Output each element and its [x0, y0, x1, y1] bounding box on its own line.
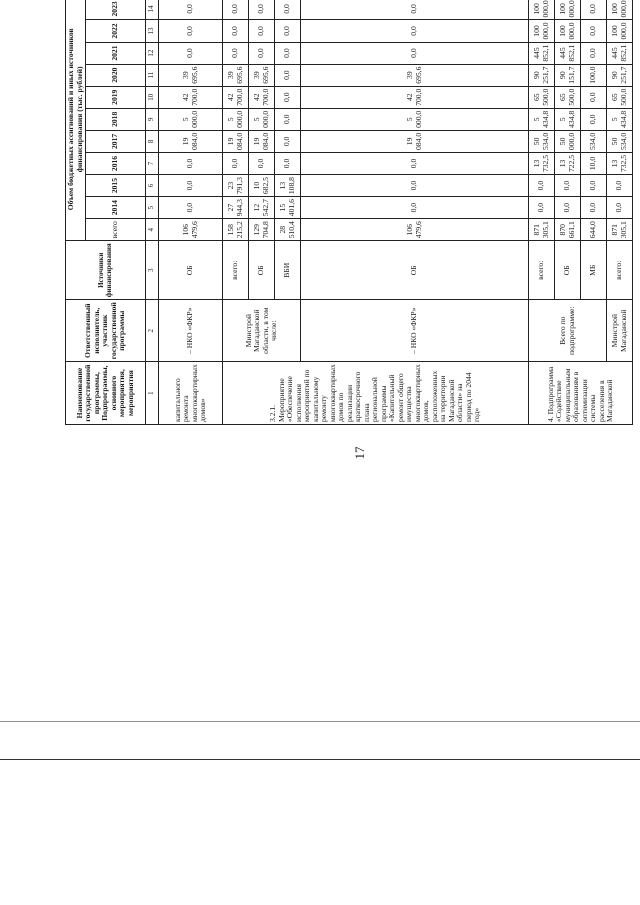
cell: 5 000,0: [159, 108, 223, 130]
cell: 100 000,0: [529, 20, 555, 42]
cell: 65 500,0: [607, 86, 633, 108]
cell: 0,0: [275, 0, 301, 20]
cell: 0,0: [275, 20, 301, 42]
cell: 39 695,6: [223, 64, 249, 86]
cell: 39 695,6: [301, 64, 529, 86]
cell: 445 852,1: [529, 42, 555, 64]
cell: 100 000,0: [555, 0, 581, 20]
year-header: 2016: [86, 152, 146, 174]
col-index: 8: [146, 130, 159, 152]
cell: 39 695,6: [249, 64, 275, 86]
cell: 0,0: [223, 0, 249, 20]
scan-line: [0, 721, 640, 722]
cell: 39 695,6: [159, 64, 223, 86]
funding-header: Объем бюджетных ассигнований и иных источников финансирования (тыс. рублей): [66, 0, 86, 241]
cell: 0,0: [159, 197, 223, 219]
cell: 0,0: [529, 197, 555, 219]
cell: 42 700,0: [159, 86, 223, 108]
cell: 106 479,6: [301, 219, 529, 241]
col-index: 14: [146, 0, 159, 20]
row-source: МБ: [581, 241, 607, 300]
cell: 65 500,0: [529, 86, 555, 108]
col-index: 12: [146, 42, 159, 64]
table-row: [223, 0, 249, 425]
cell: 5 434,8: [607, 108, 633, 130]
cell: 0,0: [581, 42, 607, 64]
row-executor: – НКО «ФКР»: [159, 300, 223, 362]
column-index-row: [146, 0, 159, 425]
year-header: 2014: [86, 197, 146, 219]
cell: 13 732,5: [529, 152, 555, 174]
cell: 90 251,7: [529, 64, 555, 86]
row-executor: Минстрой Магаданской области, в том числе:: [223, 300, 301, 362]
cell: 13 108,8: [275, 175, 301, 197]
cell: 129 704,8: [249, 219, 275, 241]
cell: 0,0: [607, 197, 633, 219]
cell: 15 401,6: [275, 197, 301, 219]
cell: 0,0: [555, 197, 581, 219]
cell: 0,0: [275, 130, 301, 152]
cell: 90 151,7: [555, 64, 581, 86]
cell: 19 084,0: [301, 130, 529, 152]
cell: 0,0: [159, 20, 223, 42]
cell: 100 000,0: [607, 0, 633, 20]
cell: 12 542,7: [249, 197, 275, 219]
cell: 19 084,0: [249, 130, 275, 152]
cell: 644,0: [581, 219, 607, 241]
col-index: 9: [146, 108, 159, 130]
table-row: [301, 0, 529, 425]
row-name: капитального ремонта многоквартирных домов»: [159, 362, 223, 425]
cell: 0,0: [301, 197, 529, 219]
cell: 5 000,0: [301, 108, 529, 130]
row-executor: Минстрой Магаданской: [607, 300, 633, 362]
cell: 5 434,8: [555, 108, 581, 130]
cell: 0,0: [275, 64, 301, 86]
cell: 27 944,3: [223, 197, 249, 219]
cell: 0,0: [301, 152, 529, 174]
cell: 0,0: [275, 86, 301, 108]
cell: 50 534,0: [607, 130, 633, 152]
col-index: 2: [146, 300, 159, 362]
cell: 23 791,3: [223, 175, 249, 197]
cell: 10,0: [581, 152, 607, 174]
name-header: Наименование государственной программы, Подпрограммы, основного мероприятия, мероприятия: [66, 362, 146, 425]
cell: 0,0: [159, 152, 223, 174]
cell: 0,0: [275, 42, 301, 64]
scan-line: [0, 759, 640, 760]
cell: 0,0: [301, 175, 529, 197]
cell: 106 479,6: [159, 219, 223, 241]
cell: 0,0: [275, 152, 301, 174]
cell: 0,0: [249, 152, 275, 174]
cell: 0,0: [223, 42, 249, 64]
cell: 90 251,7: [607, 64, 633, 86]
year-header: 2022: [86, 20, 146, 42]
cell: 534,0: [581, 130, 607, 152]
cell: 0,0: [301, 0, 529, 20]
total-header: всего: [86, 219, 146, 241]
col-index: 7: [146, 152, 159, 174]
cell: 0,0: [607, 175, 633, 197]
cell: 0,0: [159, 175, 223, 197]
cell: 0,0: [249, 0, 275, 20]
row-source: всего:: [607, 241, 633, 300]
cell: 100 000,0: [607, 20, 633, 42]
row-source: всего:: [223, 241, 249, 300]
cell: 0,0: [275, 108, 301, 130]
year-header: 2018: [86, 108, 146, 130]
row-source: ВБИ: [275, 241, 301, 300]
cell: 100 000,0: [529, 0, 555, 20]
col-index: 1: [146, 362, 159, 425]
cell: 0,0: [581, 20, 607, 42]
cell: 65 500,0: [555, 86, 581, 108]
year-header: 2023: [86, 0, 146, 20]
row-name: 3.2.1. Мероприятие «Обеспечение исполнения мероприятий по капитальному ремонту многоквартирных домов по реализации краткосрочного плана региональной программы «Капитальный ремонт общего имущества многоквартирных домов, расположенных на территории Магаданской области» на период по 2044 год»: [223, 362, 529, 425]
cell: 0,0: [529, 175, 555, 197]
col-index: 6: [146, 175, 159, 197]
col-index: 4: [146, 219, 159, 241]
cell: 0,0: [159, 0, 223, 20]
source-header: Источники финансирования: [66, 241, 146, 300]
page-number: 17: [352, 446, 367, 460]
cell: 0,0: [159, 42, 223, 64]
cell: 0,0: [223, 152, 249, 174]
cell: 0,0: [581, 108, 607, 130]
row-source: ОБ: [301, 241, 529, 300]
col-index: 10: [146, 86, 159, 108]
table-row: [159, 0, 223, 425]
cell: 0,0: [581, 197, 607, 219]
cell: 50 534,0: [529, 130, 555, 152]
cell: 28 510,4: [275, 219, 301, 241]
cell: 5 000,0: [249, 108, 275, 130]
row-executor: – НКО «ФКР»: [301, 300, 529, 362]
cell: 42 700,0: [301, 86, 529, 108]
cell: 5 434,8: [529, 108, 555, 130]
cell: 158 215,2: [223, 219, 249, 241]
cell: 0,0: [249, 20, 275, 42]
col-index: 3: [146, 241, 159, 300]
cell: 871 305,1: [607, 219, 633, 241]
cell: 0,0: [301, 20, 529, 42]
cell: 445 852,1: [607, 42, 633, 64]
cell: 5 000,0: [223, 108, 249, 130]
cell: 445 852,1: [555, 42, 581, 64]
executor-header: Ответственный исполнитель, участник государственной программы: [66, 300, 146, 362]
table-row: [529, 0, 555, 425]
cell: 0,0: [301, 42, 529, 64]
cell: 42 700,0: [223, 86, 249, 108]
col-index: 11: [146, 64, 159, 86]
cell: 42 700,0: [249, 86, 275, 108]
row-source: всего:: [529, 241, 555, 300]
table-row: [607, 0, 633, 425]
col-index: 5: [146, 197, 159, 219]
cell: 100,0: [581, 64, 607, 86]
row-name: 4. Подпрограмма «Содействие муниципальным образованиям в оптимизации системы расселения в Магаданской: [529, 362, 633, 425]
row-source: ОБ: [159, 241, 223, 300]
cell: 0,0: [581, 86, 607, 108]
year-header: 2015: [86, 175, 146, 197]
cell: 0,0: [581, 175, 607, 197]
year-header: 2017: [86, 130, 146, 152]
cell: 19 084,0: [159, 130, 223, 152]
row-executor: Всего по подпрограмме:: [529, 300, 607, 362]
cell: 0,0: [249, 42, 275, 64]
col-index: 13: [146, 20, 159, 42]
cell: 50 000,0: [555, 130, 581, 152]
cell: 100 000,0: [555, 20, 581, 42]
cell: 870 661,1: [555, 219, 581, 241]
cell: 19 084,0: [223, 130, 249, 152]
row-source: ОБ: [555, 241, 581, 300]
cell: 13 722,5: [555, 152, 581, 174]
cell: 0,0: [581, 0, 607, 20]
cell: 0,0: [555, 175, 581, 197]
year-header: 2020: [86, 64, 146, 86]
year-header: 2019: [86, 86, 146, 108]
cell: 13 732,5: [607, 152, 633, 174]
year-header: 2021: [86, 42, 146, 64]
cell: 0,0: [223, 20, 249, 42]
header-row: [66, 0, 86, 425]
funding-table: [65, 0, 633, 425]
cell: 10 682,5: [249, 175, 275, 197]
row-source: ОБ: [249, 241, 275, 300]
cell: 871 305,1: [529, 219, 555, 241]
